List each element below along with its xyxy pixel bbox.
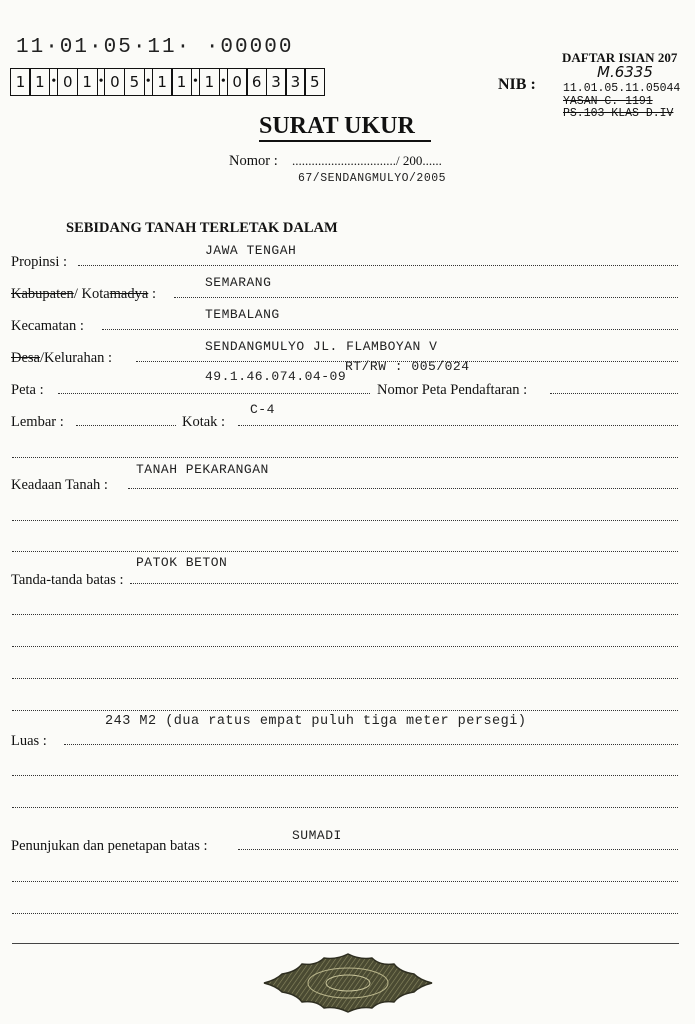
code-digit-box: 0 — [227, 68, 248, 96]
keadaan-dots — [128, 488, 678, 489]
code-digit-box: 1 — [10, 68, 31, 96]
page-title: SURAT UKUR — [259, 113, 415, 139]
blank-line-2 — [12, 520, 678, 521]
kabupaten-value: SEMARANG — [205, 275, 272, 290]
rtrw-value: RT/RW : 005/024 — [345, 359, 470, 374]
peta-label: Peta : — [11, 382, 44, 398]
section-heading: SEBIDANG TANAH TERLETAK DALAM — [66, 220, 338, 236]
code-separator: • — [143, 68, 153, 96]
luas-value: 243 M2 (dua ratus empat puluh tiga meter persegi) — [105, 714, 527, 729]
bottom-rule — [12, 943, 679, 944]
code-separator: • — [96, 68, 106, 96]
code-digit-box: 6 — [246, 68, 267, 96]
kotak-label: Kotak : — [182, 414, 226, 430]
code-separator: • — [49, 68, 59, 96]
nomor-peta-dots — [550, 393, 678, 394]
code-digit-box: 3 — [285, 68, 306, 96]
code-separator: • — [190, 68, 200, 96]
kabupaten-label: Kabupaten/ Kotamadya : — [11, 286, 156, 302]
blank-line-8 — [12, 775, 678, 776]
penunjukan-dots — [238, 849, 678, 850]
nib-label: NIB : — [498, 76, 536, 93]
code-digit-box: 1 — [199, 68, 220, 96]
code-digit-box: 1 — [29, 68, 50, 96]
ornament-seal-icon — [262, 952, 434, 1014]
blank-line-5 — [12, 646, 678, 647]
peta-dots — [58, 393, 370, 394]
blank-line-7 — [12, 710, 678, 711]
daftar-handwritten: M.6335 — [597, 63, 653, 81]
blank-line-1 — [12, 457, 678, 458]
nomor-template: ................................/ 200...... — [292, 153, 442, 168]
code-separator: • — [218, 68, 228, 96]
title-underline — [259, 140, 431, 142]
blank-line-9 — [12, 807, 678, 808]
code-digit-box: 1 — [77, 68, 98, 96]
tanda-label: Tanda-tanda batas : — [11, 572, 124, 588]
penunjukan-value: SUMADI — [292, 828, 342, 843]
lembar-dots — [76, 425, 176, 426]
kelurahan-value: SENDANGMULYO JL. FLAMBOYAN V — [205, 339, 438, 354]
luas-dots — [64, 744, 678, 745]
blank-line-4 — [12, 614, 678, 615]
code-digit-box: 1 — [171, 68, 192, 96]
penunjukan-label: Penunjukan dan penetapan batas : — [11, 838, 208, 854]
kecamatan-value: TEMBALANG — [205, 307, 280, 322]
propinsi-dots — [78, 265, 678, 266]
peta-value: 49.1.46.074.04-09 — [205, 369, 347, 384]
code-digit-box: 3 — [266, 68, 287, 96]
daftar-isian: DAFTAR ISIAN 207 — [562, 50, 678, 65]
kecamatan-label: Kecamatan : — [11, 318, 84, 334]
kecamatan-dots — [102, 329, 678, 330]
code-boxes — [10, 68, 324, 96]
blank-line-11 — [12, 913, 678, 914]
tanda-value: PATOK BETON — [136, 555, 228, 570]
nomor-value: 67/SENDANGMULYO/2005 — [298, 172, 447, 185]
tanda-dots — [130, 583, 678, 584]
yasan-text: YASAN C. 1191 — [563, 95, 653, 108]
printed-code: 11·01·05·11· ·00000 — [16, 36, 294, 59]
kabupaten-dots — [174, 297, 678, 298]
lembar-label: Lembar : — [11, 414, 64, 430]
luas-label: Luas : — [11, 733, 47, 749]
blank-line-3 — [12, 551, 678, 552]
code-digit-box: 1 — [152, 68, 173, 96]
kotak-value: C-4 — [250, 402, 275, 417]
code-digit-box: 0 — [104, 68, 125, 96]
keadaan-label: Keadaan Tanah : — [11, 477, 108, 493]
propinsi-label: Propinsi : — [11, 254, 67, 270]
nomor-peta-label: Nomor Peta Pendaftaran : — [377, 382, 528, 398]
keadaan-value: TANAH PEKARANGAN — [136, 462, 269, 477]
persil-text: PS.103 KLAS D.IV — [563, 107, 674, 120]
code-digit-box: 5 — [304, 68, 325, 96]
blank-line-6 — [12, 678, 678, 679]
code-digit-box: 5 — [124, 68, 145, 96]
kotak-dots — [238, 425, 678, 426]
code-digit-box: 0 — [57, 68, 78, 96]
kelurahan-label: Desa/Kelurahan : — [11, 350, 113, 366]
nib-value: 11.01.05.11.05044 — [563, 82, 681, 95]
propinsi-value: JAWA TENGAH — [205, 243, 297, 258]
blank-line-10 — [12, 881, 678, 882]
nomor-label: Nomor : — [229, 153, 278, 169]
